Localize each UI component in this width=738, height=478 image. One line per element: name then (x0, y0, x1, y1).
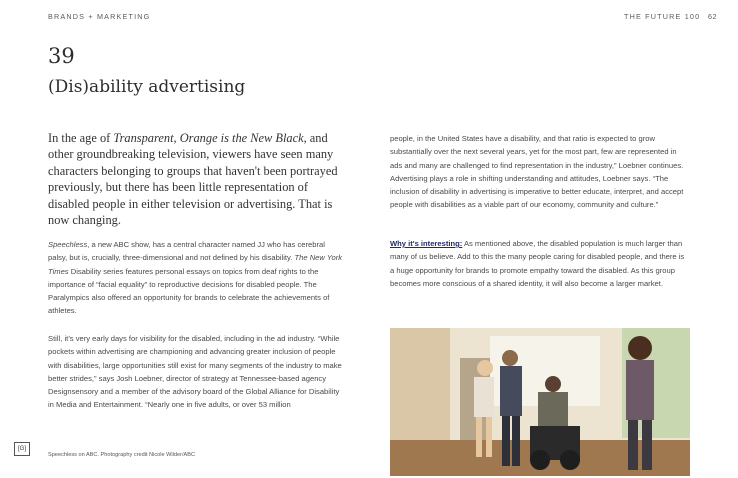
body-paragraph-2 (48, 332, 344, 412)
p1-text-2: Disability series features personal essays on topics from deaf rights to the importance of “facial equality” to reproductive decisions for disabled people. The Paralympics also offered an opportunity for brands to celebrate the achievements of athletes. (48, 266, 330, 316)
lead-show-transparent: Transparent (113, 131, 174, 145)
show-name-speechless: Speechless (48, 240, 88, 249)
page-number: 62 (708, 12, 717, 21)
article-title: (Dis)ability advertising (48, 77, 246, 97)
lead-text-2: , (173, 131, 180, 145)
section-label: BRANDS + MARKETING (48, 12, 151, 21)
lead-text-3: , and other groundbreaking television, viewers have seen many characters belonging to groups that haven't been portrayed previously, but there has been little representation of disabled people in either television or advertising. That is now changing. (48, 131, 338, 228)
why-interesting-link[interactable]: Why it's interesting: (390, 239, 463, 248)
publication-nyt: The New York Times (48, 253, 343, 276)
p3-text: people, in the United States have a disability, and that ratio is expected to grow substantially over the next several years, yet for the most part, few are represented in ads and many are challenged to find representation in the industry,” Loebner continues. Advertising plays a role in shifting understanding and attitudes, Loebner says. “The inclusion of disability in advertising is imperative to better educate, interpret, and accept people with disabilities as a viable part of our economy, community and culture.” (390, 134, 684, 210)
lead-show-orange: Orange is the New Black (179, 131, 304, 145)
lead-paragraph (48, 130, 348, 228)
article-number: 39 (48, 44, 75, 68)
p1-text-1: , a new ABC show, has a central character named JJ who has cerebral palsy, but is, crucially, three-dimensional and not defined by his disability. (48, 240, 325, 263)
publication-title: THE FUTURE 100 (624, 12, 701, 21)
photo-credit: Speechless on ABC. Photography credit Nicole Wilder/ABC (48, 452, 196, 458)
body-paragraph-3 (390, 132, 688, 212)
lead-text-1: In the age of (48, 131, 114, 145)
p4-text: As mentioned above, the disabled population is much larger than many of us believe. Add to this the many people caring for disabled people, and there is a huge opportunity for brands to promote empathy toward the disabled. As this group becomes more conscious of a shared identity, it will also become a larger market. (390, 239, 685, 288)
body-paragraph-1 (48, 238, 344, 318)
photo-illustration (390, 328, 690, 476)
publisher-logo: [G] (14, 442, 30, 456)
p2-text: Still, it’s very early days for visibility for the disabled, including in the ad industry. “While pockets within advertising are championing and advancing greater inclusion of people with disabilities, large opportunities still exist for many segments of the industry to make better strides,” says Josh Loebner, director of strategy at Tennessee-based agency Designsensory and a member of the advisory board of the Global Alliance for Disability in Media and Entertainment. “Nearly one in five adults, or over 53 million (48, 334, 342, 410)
why-interesting-paragraph (390, 237, 688, 290)
article-photo (390, 328, 690, 476)
